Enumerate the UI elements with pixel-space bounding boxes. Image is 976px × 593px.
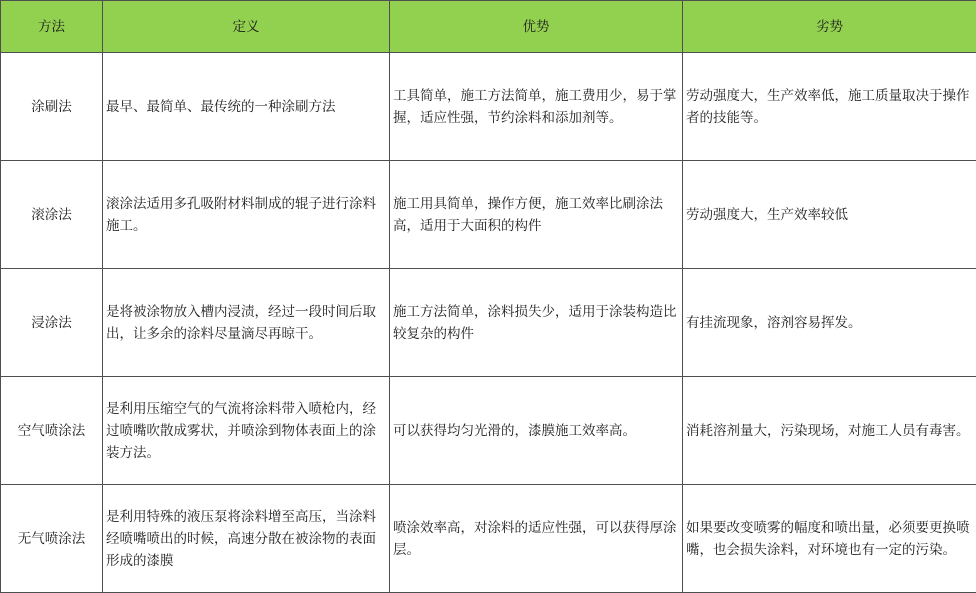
table-row <box>1 485 976 593</box>
disadvantages-cell: 如果要改变喷雾的幅度和喷出量，必须要更换喷嘴，也会损失涂料，对环境也有一定的污染。 <box>683 485 976 593</box>
header-row <box>1 1 976 53</box>
definition-cell: 是利用压缩空气的气流将涂料带入喷枪内，经过喷嘴吹散成雾状，并喷涂到物体表面上的涂装方法。 <box>103 377 390 485</box>
disadvantages-cell: 劳动强度大，生产效率较低 <box>683 161 976 269</box>
table-header <box>1 1 976 53</box>
method-cell: 滚涂法 <box>1 161 103 269</box>
disadvantages-cell: 消耗溶剂量大，污染现场，对施工人员有毒害。 <box>683 377 976 485</box>
definition-cell: 是将被涂物放入槽内浸渍，经过一段时间后取出，让多余的涂料尽量滴尽再晾干。 <box>103 269 390 377</box>
method-cell: 无气喷涂法 <box>1 485 103 593</box>
header-disadvantages: 劣势 <box>683 1 976 53</box>
table-body <box>1 53 976 593</box>
disadvantages-cell: 有挂流现象，溶剂容易挥发。 <box>683 269 976 377</box>
advantages-cell: 施工用具简单，操作方便，施工效率比刷涂法高，适用于大面积的构件 <box>390 161 683 269</box>
table-row <box>1 161 976 269</box>
disadvantages-cell: 劳动强度大，生产效率低，施工质量取决于操作者的技能等。 <box>683 53 976 161</box>
advantages-cell: 喷涂效率高，对涂料的适应性强，可以获得厚涂层。 <box>390 485 683 593</box>
header-definition: 定义 <box>103 1 390 53</box>
definition-cell: 最早、最简单、最传统的一种涂刷方法 <box>103 53 390 161</box>
method-cell: 涂刷法 <box>1 53 103 161</box>
table-row <box>1 377 976 485</box>
method-cell: 浸涂法 <box>1 269 103 377</box>
header-method: 方法 <box>1 1 103 53</box>
definition-cell: 滚涂法适用多孔吸附材料制成的辊子进行涂料施工。 <box>103 161 390 269</box>
header-advantages: 优势 <box>390 1 683 53</box>
advantages-cell: 施工方法简单，涂料损失少，适用于涂装构造比较复杂的构件 <box>390 269 683 377</box>
definition-cell: 是利用特殊的液压泵将涂料增至高压，当涂料经喷嘴喷出的时候，高速分散在被涂物的表面形成的漆膜 <box>103 485 390 593</box>
advantages-cell: 工具简单，施工方法简单，施工费用少，易于掌握，适应性强，节约涂料和添加剂等。 <box>390 53 683 161</box>
advantages-cell: 可以获得均匀光滑的，漆膜施工效率高。 <box>390 377 683 485</box>
table-row <box>1 269 976 377</box>
table-row <box>1 53 976 161</box>
method-cell: 空气喷涂法 <box>1 377 103 485</box>
